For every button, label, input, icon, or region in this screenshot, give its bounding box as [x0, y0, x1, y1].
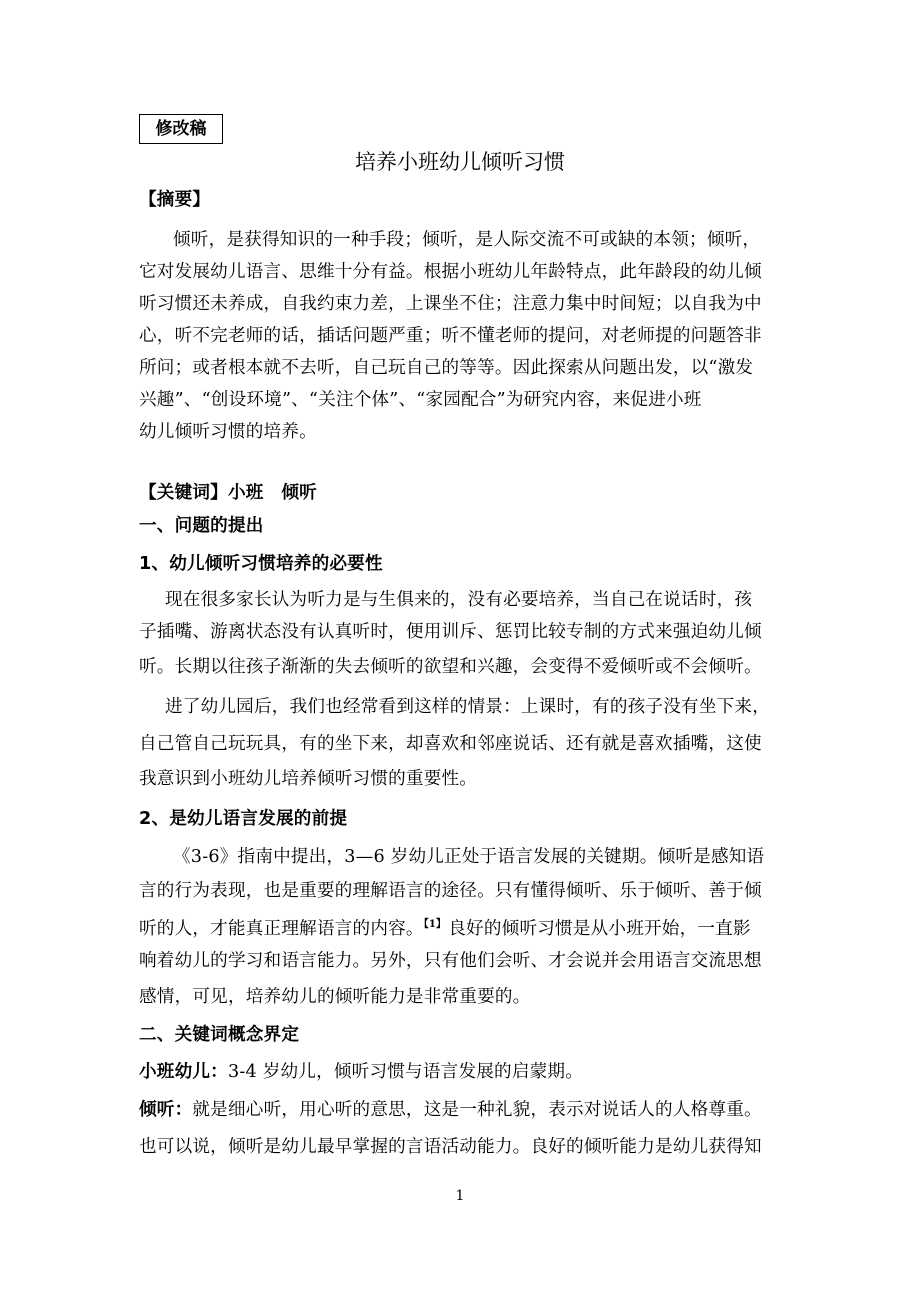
paragraph-line: 也可以说，倾听是幼儿最早掌握的言语活动能力。良好的倾听能力是幼儿获得知 [139, 1137, 762, 1157]
paragraph-line: 响着幼儿的学习和语言能力。另外，只有他们会听、才会说并会用语言交流思想 [139, 951, 762, 971]
paragraph-line: 感情，可见，培养幼儿的倾听能力是非常重要的。 [139, 987, 531, 1007]
paragraph-text: 听的人，才能真正理解语言的内容。 [139, 919, 424, 939]
abstract-line: 心，听不完老师的话，插话问题严重；听不懂老师的提问，对老师提的问题答非 [139, 326, 762, 346]
paragraph-line: 言的行为表现，也是重要的理解语言的途径。只有懂得倾听、乐于倾听、善于倾 [139, 881, 762, 901]
definition-line [139, 1099, 762, 1121]
paragraph-text: 良好的倾听习惯是从小班开始，一直影 [448, 919, 751, 939]
citation-marker: 【1】 [423, 919, 447, 930]
definition-line [139, 1061, 583, 1083]
paragraph-line: 《3-6》指南中提出，3—6 岁幼儿正处于语言发展的关键期。倾听是感知语 [173, 847, 765, 867]
definition-text: 3-4 岁幼儿，倾听习惯与语言发展的启蒙期。 [227, 1062, 583, 1082]
definition-term: 倾听： [139, 1100, 193, 1120]
keywords-line: 【关键词】小班 倾听 [139, 483, 317, 503]
section-heading-2: 二、关键词概念界定 [139, 1025, 300, 1045]
paragraph-line-with-citation [139, 914, 751, 940]
page-title: 培养小班幼儿倾听习惯 [355, 150, 565, 174]
paragraph-line: 进了幼儿园后，我们也经常看到这样的情景：上课时，有的孩子没有坐下来， [165, 697, 770, 717]
page-number: 1 [455, 1188, 465, 1204]
abstract-line: 它对发展幼儿语言、思维十分有益。根据小班幼儿年龄特点，此年龄段的幼儿倾 [139, 262, 762, 282]
paragraph-line: 自己管自己玩玩具，有的坐下来，却喜欢和邻座说话、还有就是喜欢插嘴，这使 [139, 734, 762, 754]
paragraph-line: 听。长期以往孩子渐渐的失去倾听的欲望和兴趣，会变得不爱倾听或不会倾听。 [139, 657, 762, 677]
revision-tag: 修改稿 [139, 114, 223, 144]
section-heading-1: 一、问题的提出 [139, 516, 264, 536]
abstract-line: 所问；或者根本就不去听，自己玩自己的等等。因此探索从问题出发，以“激发 [139, 358, 754, 378]
paragraph-line: 现在很多家长认为听力是与生俱来的，没有必要培养，当自己在说话时，孩 [165, 590, 753, 610]
subsection-heading-2: 2、是幼儿语言发展的前提 [139, 809, 348, 829]
abstract-heading: 【摘要】 [139, 190, 211, 210]
abstract-line: 听习惯还未养成，自我约束力差，上课坐不住；注意力集中时间短；以自我为中 [139, 294, 762, 314]
paragraph-line: 我意识到小班幼儿培养倾听习惯的重要性。 [139, 769, 478, 789]
abstract-line: 幼儿倾听习惯的培养。 [139, 422, 317, 442]
paragraph-line: 子插嘴、游离状态没有认真听时，便用训斥、惩罚比较专制的方式来强迫幼儿倾 [139, 622, 762, 642]
abstract-line: 兴趣”、“创设环境”、“关注个体”、“家园配合”为研究内容，来促进小班 [139, 390, 702, 410]
subsection-heading-1: 1、幼儿倾听习惯培养的必要性 [139, 554, 383, 574]
definition-term: 小班幼儿： [139, 1062, 228, 1082]
abstract-line: 倾听，是获得知识的一种手段；倾听，是人际交流不可或缺的本领；倾听， [173, 230, 761, 250]
definition-text: 就是细心听，用心听的意思，这是一种礼貌，表示对说话人的人格尊重。 [192, 1100, 762, 1120]
